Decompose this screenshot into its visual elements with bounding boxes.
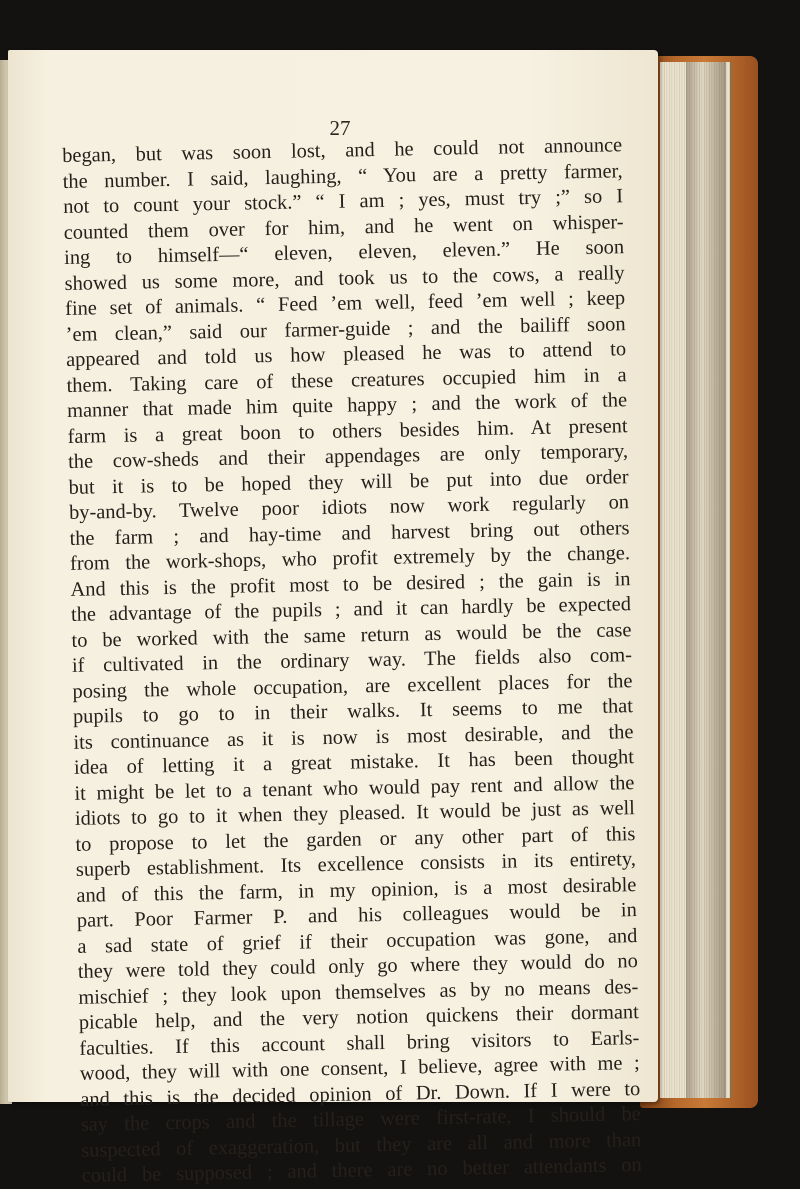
text-line: the cow-sheds and their appendages are only temporary, bbox=[67, 440, 629, 473]
page-number: 27 bbox=[329, 116, 351, 140]
text-line: wood, they will with one consent, I believe, agree with me ; bbox=[79, 1052, 640, 1085]
text-line: fine set of animals. “ Feed ’em well, feed ’em well ; keep bbox=[64, 287, 626, 320]
text-line: counted them over for him, and he went on whisper- bbox=[63, 210, 624, 244]
text-line: idea of letting it a great mistake. It has been thought bbox=[73, 746, 635, 779]
text-line: mischief ; they look upon themselves as by no means des- bbox=[78, 975, 639, 1009]
text-line: a sad state of grief if their occupation was gone, and bbox=[77, 924, 638, 958]
text-line: began, but was soon lost, and he could not announce bbox=[62, 134, 623, 167]
text-line: they were told they could only go where they would do no bbox=[77, 950, 639, 983]
page-edges bbox=[660, 62, 732, 1098]
text-line: And this is the profit most to be desired ; the gain is in bbox=[70, 567, 631, 601]
text-line: say the crops and the tillage were first-rate, I should be bbox=[80, 1103, 641, 1136]
text-line: suspected of exaggeration, but they are all and more than bbox=[81, 1128, 642, 1162]
text-line: part. Poor Farmer P. and his colleagues would be in bbox=[76, 899, 638, 932]
text-line: and this is the decided opinion of Dr. Down. If I were to bbox=[80, 1077, 641, 1111]
text-line: not to count your stock.” “ I am ; yes, must try ;” so I bbox=[62, 185, 624, 218]
text-line: could be supposed ; and there are no better attendants on bbox=[81, 1154, 642, 1187]
text-line: by-and-by. Twelve poor idiots now work regularly on bbox=[68, 491, 630, 524]
text-line: them. Taking care of these creatures occupied him in a bbox=[66, 363, 627, 397]
text-line: manner that made him quite happy ; and the work of the bbox=[66, 389, 628, 422]
text-line: the farm ; and hay-time and harvest bring out others bbox=[69, 516, 630, 550]
text-line: but it is to be hoped they will be put into due order bbox=[68, 465, 629, 499]
text-line: it might be let to a tenant who would pay rent and allow the bbox=[74, 771, 635, 805]
text-line: faculties. If this account shall bring visitors to Earls- bbox=[79, 1026, 640, 1060]
text-line: farm is a great boon to others besides him. At present bbox=[67, 414, 628, 448]
text-line: and of this the farm, in my opinion, is a most desirable bbox=[76, 873, 637, 907]
text-line: ’em clean,” said our farmer-guide ; and the bailiff soon bbox=[65, 312, 626, 346]
text-line: the number. I said, laughing, “ You are a pretty farmer, bbox=[62, 159, 623, 193]
text-line: from the work-shops, who profit extremely by the change. bbox=[69, 542, 631, 575]
text-line: to propose to let the garden or any other part of this bbox=[75, 822, 636, 856]
text-line: the advantage of the pupils ; and it can hardly be expected bbox=[70, 593, 632, 626]
text-line: superb establishment. Its excellence consists in its entirety, bbox=[75, 848, 637, 881]
text-line: showed us some more, and took us to the cows, a really bbox=[64, 261, 625, 295]
text-line: to be worked with the same return as would be the case bbox=[71, 618, 632, 652]
text-line: its continuance as it is now is most desirable, and the bbox=[73, 720, 634, 754]
page-text bbox=[62, 133, 642, 1189]
text-line: posing the whole occupation, are excellent places for the bbox=[72, 669, 633, 703]
text-line: ing to himself—“ eleven, eleven, eleven.” He soon bbox=[63, 236, 625, 269]
text-line: picable help, and the very notion quickens their dormant bbox=[78, 1001, 639, 1034]
text-line: pupils to go to in their walks. It seems to me that bbox=[72, 695, 634, 728]
text-line: if cultivated in the ordinary way. The fields also com- bbox=[71, 644, 633, 677]
text-line: appeared and told us how pleased he was to attend to bbox=[65, 338, 627, 371]
text-line: idiots to go to it when they pleased. It would be just as well bbox=[74, 797, 636, 830]
